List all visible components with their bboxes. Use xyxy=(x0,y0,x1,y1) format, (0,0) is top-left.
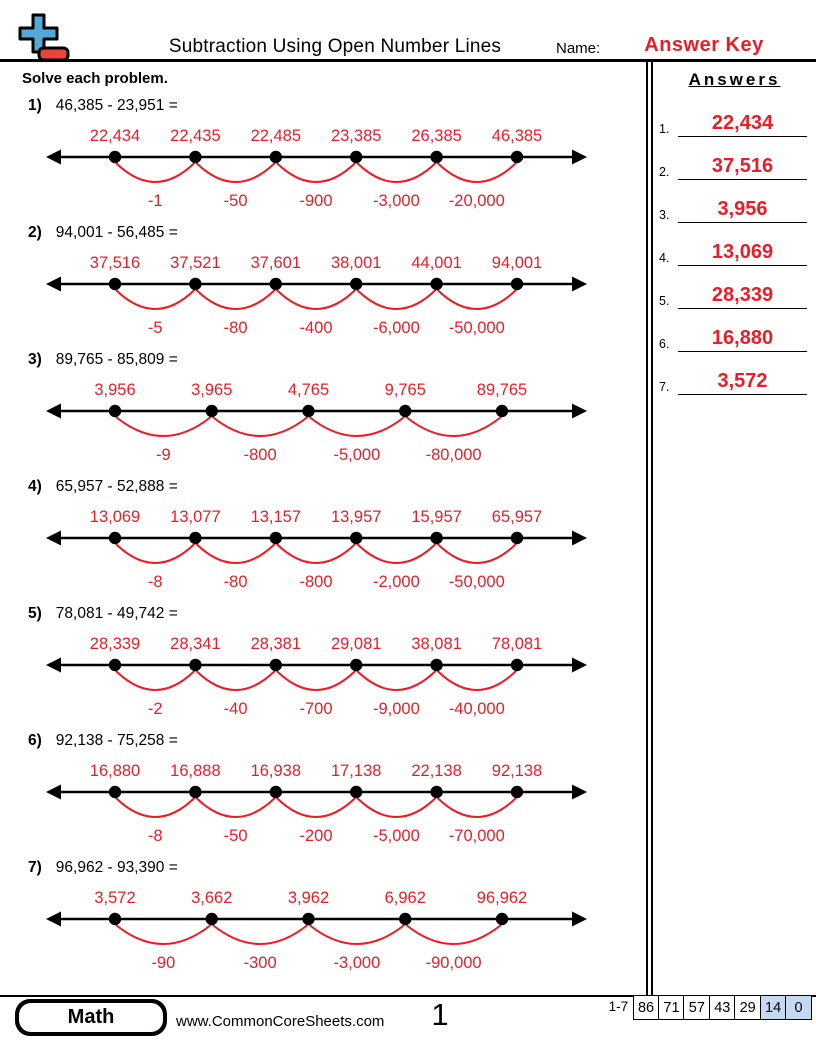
score-cell: 29 xyxy=(734,995,761,1020)
left-arrow-icon xyxy=(46,658,61,673)
problem-2 xyxy=(22,224,646,340)
jump-label: -800 xyxy=(299,573,333,591)
problem-number: 4) xyxy=(28,478,42,495)
instructions: Solve each problem. xyxy=(22,70,168,87)
problem-number: 3) xyxy=(28,351,42,368)
jump-arc xyxy=(196,671,274,690)
right-arrow-icon xyxy=(572,658,587,673)
answer-value: 22,434 xyxy=(711,112,774,134)
answer-number: 1. xyxy=(659,122,670,136)
jump-arc xyxy=(213,925,308,944)
number-line xyxy=(44,373,619,467)
jump-label: -700 xyxy=(299,700,333,718)
point-label: 3,572 xyxy=(94,889,136,907)
jump-label: -70,000 xyxy=(448,827,505,845)
jump-arc xyxy=(310,417,405,436)
problem-5 xyxy=(22,605,646,721)
number-line xyxy=(44,627,619,721)
answer-number: 2. xyxy=(659,165,670,179)
point-label: 28,341 xyxy=(170,635,221,653)
left-arrow-icon xyxy=(46,912,61,927)
problem-equation: 96,962 - 93,390 = xyxy=(55,859,178,876)
problem-7 xyxy=(22,859,646,975)
jump-arc xyxy=(357,671,435,690)
score-cell: 14 xyxy=(760,995,787,1020)
jump-arc xyxy=(213,417,308,436)
problem-equation: 89,765 - 85,809 = xyxy=(55,351,178,368)
point-label: 28,381 xyxy=(250,635,302,653)
column-separator xyxy=(646,62,653,995)
point-label: 94,001 xyxy=(491,254,543,272)
number-line-dot xyxy=(109,532,121,544)
jump-arc xyxy=(116,671,194,690)
answer-value: 37,516 xyxy=(711,155,774,177)
jump-label: -6,000 xyxy=(373,319,420,337)
jump-arc xyxy=(196,163,274,182)
number-line-dot xyxy=(109,151,121,163)
subject-badge-label: Math xyxy=(19,1003,163,1032)
number-line-dot xyxy=(189,278,201,290)
jump-arc xyxy=(116,925,211,944)
jump-arc xyxy=(116,290,194,309)
problem-equation: 92,138 - 75,258 = xyxy=(55,732,178,749)
number-line-dot xyxy=(270,151,282,163)
answer-number: 4. xyxy=(659,251,670,265)
number-line-dot xyxy=(109,786,121,798)
score-range-label: 1-7 xyxy=(608,999,629,1014)
jump-arc xyxy=(357,290,435,309)
jump-arc xyxy=(196,290,274,309)
point-label: 38,081 xyxy=(411,635,462,653)
jump-arc xyxy=(196,798,274,817)
score-cell: 86 xyxy=(633,995,660,1020)
point-label: 9,765 xyxy=(384,381,426,399)
problem-6 xyxy=(22,732,646,848)
jump-arc xyxy=(116,544,194,563)
number-line-dot xyxy=(511,532,523,544)
point-label: 22,485 xyxy=(250,127,302,145)
number-line-dot xyxy=(399,405,411,417)
point-label: 3,662 xyxy=(191,889,233,907)
number-line-dot xyxy=(399,913,411,925)
problem-number: 7) xyxy=(28,859,42,876)
answers-list xyxy=(653,94,816,395)
website-link[interactable]: www.CommonCoreSheets.com xyxy=(176,1013,385,1030)
jump-arc xyxy=(116,163,194,182)
footer xyxy=(0,995,816,1056)
jump-arc xyxy=(357,544,435,563)
problem-statement-row xyxy=(22,478,646,500)
answer-value: 3,956 xyxy=(717,198,768,220)
point-label: 17,138 xyxy=(330,762,382,780)
problem-3 xyxy=(22,351,646,467)
point-label: 38,001 xyxy=(330,254,382,272)
jump-label: -40 xyxy=(223,700,248,718)
point-label: 37,601 xyxy=(250,254,302,272)
number-line-dot xyxy=(189,786,201,798)
point-label: 37,516 xyxy=(89,254,141,272)
problem-statement-row xyxy=(22,97,646,119)
number-line-dot xyxy=(511,659,523,671)
point-label: 37,521 xyxy=(170,254,221,272)
number-line-dot xyxy=(270,786,282,798)
number-line xyxy=(44,754,619,848)
number-line-dot xyxy=(206,405,218,417)
score-cell: 0 xyxy=(785,995,812,1020)
number-line-dot xyxy=(496,913,508,925)
plus-minus-logo-icon xyxy=(16,12,70,64)
jump-arc xyxy=(406,925,501,944)
point-label: 13,077 xyxy=(170,508,221,526)
name-label: Name: xyxy=(556,40,601,57)
point-label: 15,957 xyxy=(411,508,462,526)
jump-label: -90 xyxy=(151,954,176,972)
problem-number: 2) xyxy=(28,224,42,241)
jump-arc xyxy=(277,671,355,690)
problem-statement-row xyxy=(22,605,646,627)
right-arrow-icon xyxy=(572,785,587,800)
jump-label: -200 xyxy=(299,827,333,845)
jump-arc xyxy=(116,798,194,817)
answer-value: 28,339 xyxy=(711,284,774,306)
problem-equation: 78,081 - 49,742 = xyxy=(55,605,178,622)
problem-number: 1) xyxy=(28,97,42,114)
jump-label: -9,000 xyxy=(373,700,420,718)
right-arrow-icon xyxy=(572,277,587,292)
answer-row-6 xyxy=(653,309,816,352)
problem-equation: 94,001 - 56,485 = xyxy=(55,224,178,241)
problem-statement-row xyxy=(22,224,646,246)
jump-arc xyxy=(438,544,516,563)
number-line-dot xyxy=(270,659,282,671)
jump-arc xyxy=(116,417,211,436)
number-line xyxy=(44,500,619,594)
jump-label: -50,000 xyxy=(448,319,505,337)
score-cell: 71 xyxy=(658,995,685,1020)
jump-label: -3,000 xyxy=(373,192,420,210)
number-line-dot xyxy=(270,278,282,290)
point-label: 13,157 xyxy=(250,508,302,526)
number-line-dot xyxy=(270,532,282,544)
jump-label: -900 xyxy=(299,192,333,210)
jump-arc xyxy=(406,417,501,436)
jump-label: -2,000 xyxy=(373,573,420,591)
answer-row-4 xyxy=(653,223,816,266)
answer-number: 5. xyxy=(659,294,670,308)
logo-minus-shape xyxy=(39,48,68,60)
number-line-dot xyxy=(430,659,442,671)
jump-label: -2 xyxy=(147,700,163,718)
left-arrow-icon xyxy=(46,531,61,546)
point-label: 22,434 xyxy=(89,127,141,145)
jump-label: -800 xyxy=(243,446,277,464)
score-strip xyxy=(609,995,812,1020)
point-label: 65,957 xyxy=(491,508,543,526)
point-label: 44,001 xyxy=(411,254,462,272)
problem-equation: 46,385 - 23,951 = xyxy=(55,97,178,114)
jump-arc xyxy=(196,544,274,563)
problem-statement-row xyxy=(22,351,646,373)
number-line-dot xyxy=(350,532,362,544)
number-line-dot xyxy=(350,786,362,798)
answer-row-1 xyxy=(653,94,816,137)
point-label: 16,938 xyxy=(250,762,302,780)
jump-arc xyxy=(277,544,355,563)
answers-sidebar xyxy=(653,62,816,995)
answer-row-3 xyxy=(653,180,816,223)
point-label: 29,081 xyxy=(330,635,382,653)
problems-column xyxy=(0,62,646,986)
answer-number: 3. xyxy=(659,208,670,222)
jump-label: -5,000 xyxy=(373,827,420,845)
point-label: 3,965 xyxy=(191,381,233,399)
jump-label: -80 xyxy=(223,573,248,591)
number-line-dot xyxy=(511,151,523,163)
answer-value: 13,069 xyxy=(711,241,774,263)
point-label: 26,385 xyxy=(411,127,462,145)
jump-label: -20,000 xyxy=(448,192,505,210)
point-label: 6,962 xyxy=(384,889,426,907)
problem-4 xyxy=(22,478,646,594)
jump-label: -80,000 xyxy=(425,446,482,464)
jump-arc xyxy=(277,290,355,309)
jump-arc xyxy=(357,163,435,182)
answer-value: 3,572 xyxy=(717,370,768,392)
point-label: 4,765 xyxy=(287,381,330,399)
subject-badge xyxy=(15,999,167,1036)
jump-arc xyxy=(438,290,516,309)
jump-label: -3,000 xyxy=(333,954,381,972)
point-label: 28,339 xyxy=(89,635,141,653)
number-line-dot xyxy=(496,405,508,417)
jump-label: -400 xyxy=(299,319,333,337)
number-line-dot xyxy=(109,913,121,925)
jump-label: -50 xyxy=(223,192,248,210)
number-line-dot xyxy=(430,151,442,163)
number-line-dot xyxy=(430,532,442,544)
number-line-dot xyxy=(189,659,201,671)
number-line-dot xyxy=(430,786,442,798)
point-label: 46,385 xyxy=(491,127,543,145)
page-number: 1 xyxy=(431,997,449,1032)
jump-arc xyxy=(277,798,355,817)
number-line-dot xyxy=(350,151,362,163)
number-line-dot xyxy=(109,659,121,671)
problem-1 xyxy=(22,97,646,213)
jump-arc xyxy=(357,798,435,817)
right-arrow-icon xyxy=(572,404,587,419)
jump-label: -50,000 xyxy=(448,573,505,591)
jump-arc xyxy=(310,925,405,944)
header xyxy=(0,0,816,62)
number-line-dot xyxy=(189,151,201,163)
answer-row-2 xyxy=(653,137,816,180)
point-label: 13,957 xyxy=(330,508,382,526)
jump-label: -40,000 xyxy=(448,700,505,718)
point-label: 23,385 xyxy=(330,127,382,145)
number-line xyxy=(44,119,619,213)
score-cells xyxy=(634,995,812,1020)
answer-number: 6. xyxy=(659,337,670,351)
problem-equation: 65,957 - 52,888 = xyxy=(55,478,178,495)
left-arrow-icon xyxy=(46,404,61,419)
number-line-dot xyxy=(511,786,523,798)
number-line-dot xyxy=(302,913,314,925)
jump-label: -8 xyxy=(147,827,163,845)
number-line-dot xyxy=(350,278,362,290)
jump-arc xyxy=(438,798,516,817)
score-cell: 57 xyxy=(683,995,710,1020)
number-line-dot xyxy=(109,278,121,290)
page-title: Subtraction Using Open Number Lines xyxy=(168,36,502,57)
problem-number: 5) xyxy=(28,605,42,622)
jump-label: -50 xyxy=(223,827,248,845)
answer-value: 16,880 xyxy=(711,327,774,349)
jump-label: -90,000 xyxy=(425,954,482,972)
point-label: 16,880 xyxy=(89,762,141,780)
left-arrow-icon xyxy=(46,277,61,292)
left-arrow-icon xyxy=(46,785,61,800)
answer-blank-line xyxy=(678,394,807,395)
left-arrow-icon xyxy=(46,150,61,165)
number-line xyxy=(44,246,619,340)
problem-statement-row xyxy=(22,859,646,881)
number-line-dot xyxy=(302,405,314,417)
right-arrow-icon xyxy=(572,531,587,546)
number-line-dot xyxy=(350,659,362,671)
point-label: 3,956 xyxy=(94,381,136,399)
score-cell: 43 xyxy=(709,995,736,1020)
number-line-dot xyxy=(189,532,201,544)
jump-label: -1 xyxy=(147,192,163,210)
right-arrow-icon xyxy=(572,912,587,927)
point-label: 22,138 xyxy=(411,762,462,780)
answers-title: Answers xyxy=(688,70,781,89)
number-line-dot xyxy=(511,278,523,290)
answer-row-5 xyxy=(653,266,816,309)
number-line xyxy=(44,881,619,975)
jump-label: -8 xyxy=(147,573,163,591)
jump-arc xyxy=(277,163,355,182)
point-label: 13,069 xyxy=(89,508,141,526)
jump-arc xyxy=(438,671,516,690)
point-label: 92,138 xyxy=(491,762,543,780)
number-line-dot xyxy=(109,405,121,417)
problem-statement-row xyxy=(22,732,646,754)
point-label: 89,765 xyxy=(476,381,528,399)
jump-label: -5,000 xyxy=(333,446,381,464)
right-arrow-icon xyxy=(572,150,587,165)
jump-label: -9 xyxy=(156,446,171,464)
jump-label: -80 xyxy=(223,319,248,337)
number-line-dot xyxy=(206,913,218,925)
answer-key-text: Answer Key xyxy=(644,34,764,56)
problem-number: 6) xyxy=(28,732,42,749)
jump-label: -5 xyxy=(147,319,163,337)
number-line-dot xyxy=(430,278,442,290)
problems-list xyxy=(22,97,646,975)
point-label: 96,962 xyxy=(476,889,528,907)
answer-number: 7. xyxy=(659,380,670,394)
answer-row-7 xyxy=(653,352,816,395)
jump-label: -300 xyxy=(243,954,277,972)
point-label: 3,962 xyxy=(287,889,330,907)
point-label: 22,435 xyxy=(170,127,221,145)
jump-arc xyxy=(438,163,516,182)
point-label: 16,888 xyxy=(170,762,221,780)
logo-plus-shape xyxy=(20,15,57,52)
point-label: 78,081 xyxy=(491,635,543,653)
